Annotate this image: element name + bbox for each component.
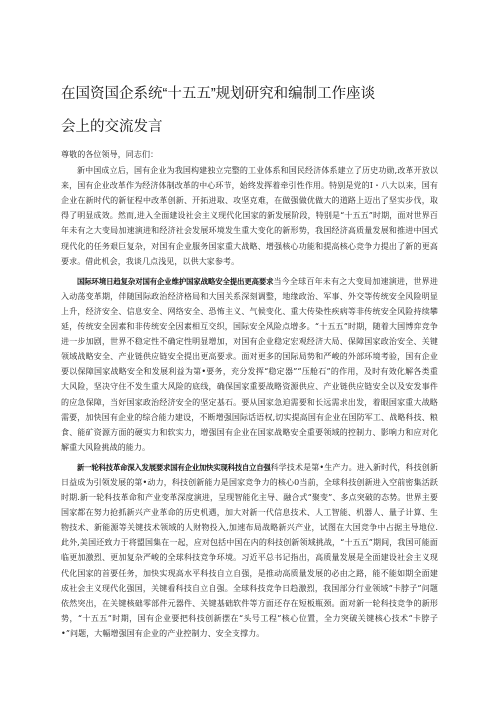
paragraph-lead: 国际环境日趋复杂对国有企业维护国家战略安全提出更高要求 (77, 276, 274, 286)
paragraph-body: 新中国成立后，国有企业为我国构建独立完整的工业体系和国民经济体系建立了历史功勋,改革开放以来，国有企业改革作为经济体制改革的中心环节，始终发挥着牵引性作用。特别是党的I・八大以来，国有企业在新时代的新征程中改革创新、开拓进取、攻坚克难，在做强做优做大的道路上迈出了坚实步伐，取得了明显成效。然而,进入全面建设社会主义现代化国家的新发展阶段，特别是“十五五”时期，面对世界百年未有之大变局加速演进和经济社会发展环境发生重大变化的新形势，我国经济高质量发展和推进中国式现代化的任务艰巨复杂，对国有企业服务国家重大战略、增强核心功能和提高核心竞争力提出了新的更高要求。借此机会，我谈几点浅见，以供大家参考。 (61, 166, 438, 266)
greeting: 尊敬的各位领导，同志们： (61, 150, 159, 159)
paragraph-security (61, 274, 438, 455)
document-title (61, 78, 438, 144)
paragraph-body: 当今全球百年未有之大变局加速演进，世界进入动荡变革期，伴随国际政治经济格局和大国关系深刻调整，地缘政治、军事、外交等传统安全风险明显上升，经济安全、信息安全、网络安全、恐怖主义、气候变化、重大传染性疾病等非传统安全风险持续攀延，传统安全因素和非传统安全因素相互交织，国际安全风险点增多。“十五五”时期，随着大国博弈竞争进一步加剧，世界不稳定性不确定性明显增加，对国有企业稳定宏观经济大局、保障国家政治安全、关键领域战略安全、产业链供应链安全提出更高要求。面对更多的国际局势和严峻的外部环境考验，国有企业要以保障国家战略安全和发展利益为第•要务，充分发挥“稳定器”“压舱石”的作用，及时有效化解各类重大风险，坚决守住不发生重大风险的底线，确保国家重要战略资源供应、产业链供应链安全以及安发事件的应急保障，当好国家政治经济安全的坚定基石。要从国家急迫需要和长远需求出发，着眼国家重大战略需要，加快国有企业的综合能力建设，不断增强国际话语权,切实提高国有企业在国防军工、战略科技、粮食、能矿资源方面的硬实力和软实力，增强国有企业在国家战略安全重要领域的控制力、影响力和应对化解重大风险挑战的能力。 (61, 276, 438, 452)
paragraph-body: 科学技术是第•生产力。进入新时代，科技创新日益成为引领发展的第•动力，科技创新能力是国家竞争力的核心0当前，全球科技创新进入空前密集活跃时期.新一轮科技革命和产业变革深度演进，呈现智能化主导、融合式“聚变”、多点突破的态势。世界主要国家都在努力抢抓新兴产业革命的历史机遇，加大对新一代信息技术、人工智能、机器人、量子计算、生物技术、新能源等关键技术领域的人财物投入,加速布局战略新兴产业，试图在大国竞争中占据主导地位. 此外,美国还致力于将盟国集在一起，应对包括中国在内的科技创新领域挑战，“十五五”期间，我国可能面临更加激烈、更加复杂严峻的全球科技竞争环境。习近平总书记指出，高质量发展是全面建设社会主义现代化国家的首要任务，加快实现高水平科技自立自强，是推动高质量发展的必由之路，能不能如期全面建成社会主义现代化强国，关键看科技自立自强。全球科技竞争日趋激烈，我国部分行业领域“卡脖子”问题依然突出，在关键核础零部件元器件、关键基础软件等方面还存在短板瓶颈。面对新一轮科技竞争的新形势，“十五五”时期，国有企业要把科技创新摆在“头号工程”核心位置，全力突破关键核心技术“卡脖子•”问题，大幅增强国有企业的产业控制力、安全支撑力。 (61, 462, 438, 638)
paragraph-lead: 新一轮科技革命深入发展要求国有企业加快实现科技自立自强 (77, 462, 271, 472)
title-line-1: 在国资国企系统“十五五”规划研究和编制工作座谈 (61, 86, 376, 102)
title-line-2: 会上的交流发言 (61, 119, 163, 135)
paragraph-technology (61, 460, 438, 641)
paragraph-intro (61, 163, 438, 269)
